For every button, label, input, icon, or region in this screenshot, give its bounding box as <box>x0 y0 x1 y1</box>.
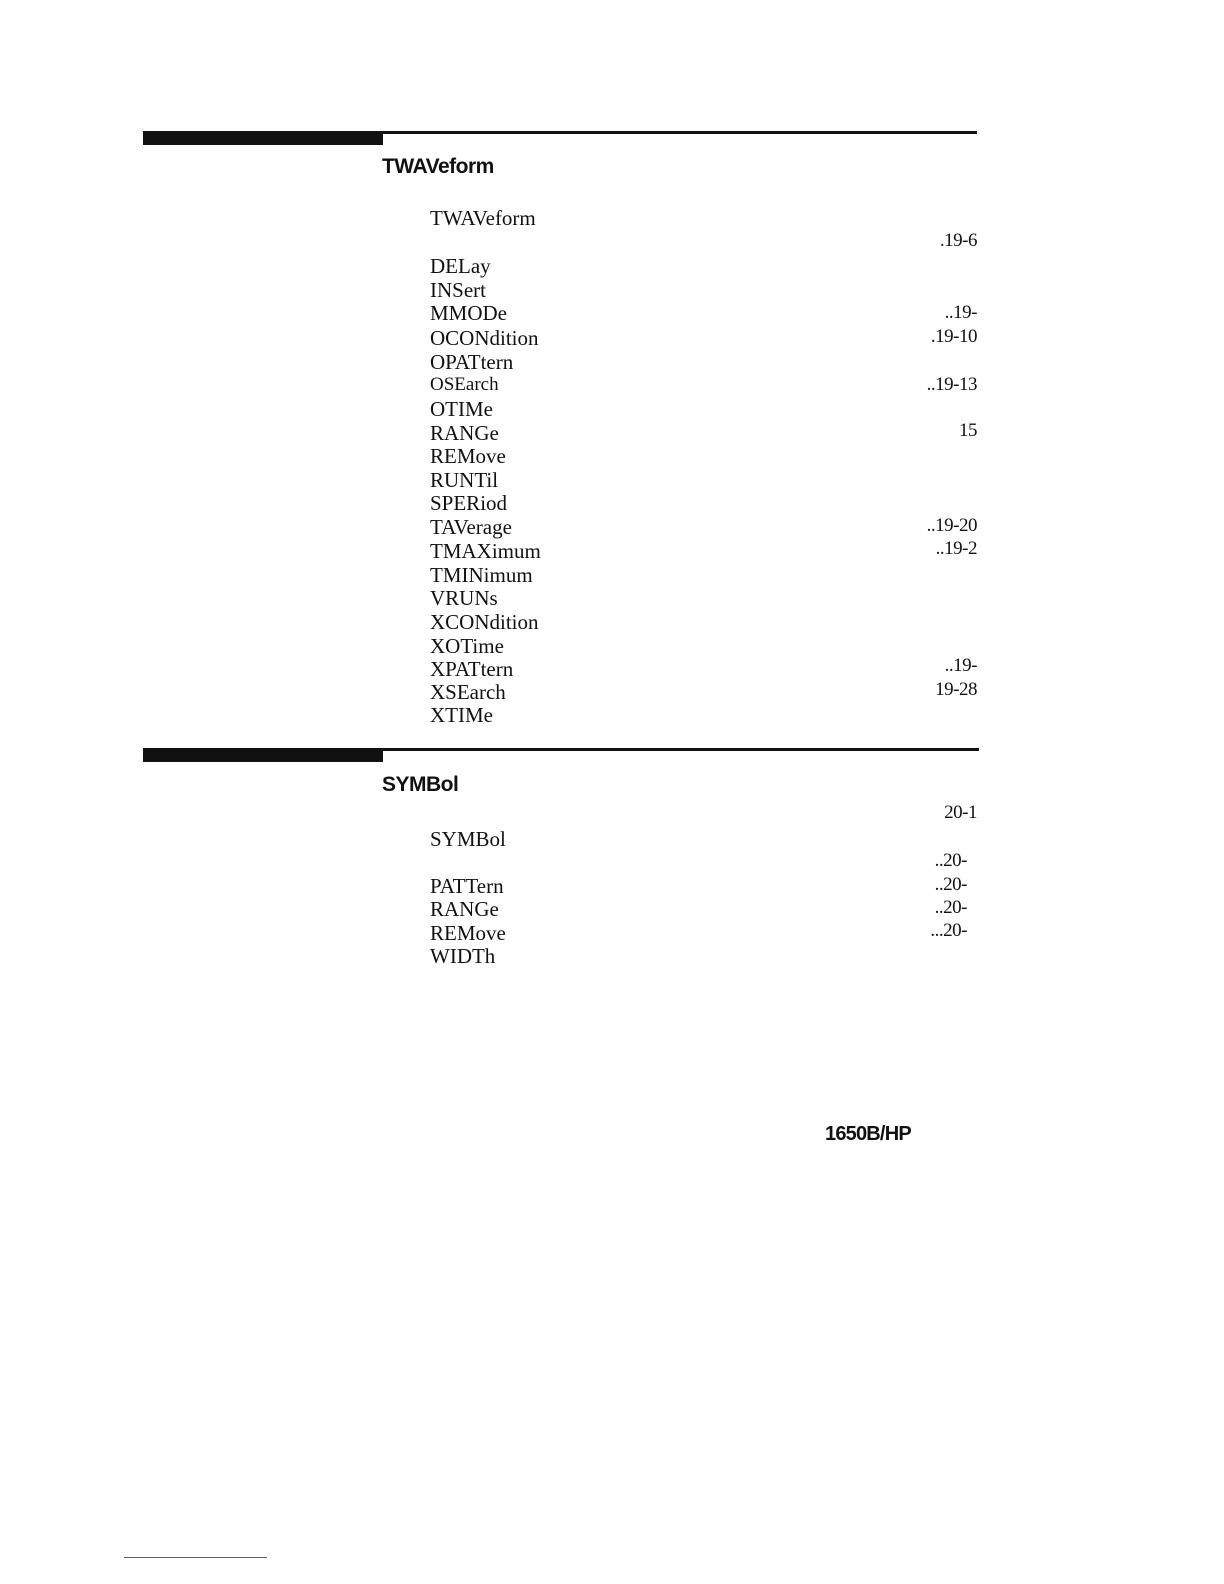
toc-page: ..20- <box>934 850 967 871</box>
toc-entry-runtil: RUNTil <box>430 468 499 492</box>
toc-entry-mmode: MMODe <box>430 301 507 325</box>
toc-entry-range: RANGe <box>430 897 499 921</box>
toc-page: ..19-20 <box>926 515 977 536</box>
toc-entry-xcondition: XCONdition <box>430 610 539 634</box>
toc-entry-insert: INSert <box>430 278 486 302</box>
toc-page: ...20- <box>930 920 967 941</box>
footnote-rule <box>124 1557 267 1558</box>
toc-entry-xpattern: XPATtern <box>430 657 514 681</box>
toc-entry-ocondition: OCONdition <box>430 326 539 350</box>
toc-entry-delay: DELay <box>430 254 491 278</box>
section-title: TWAVeform <box>382 155 494 178</box>
toc-entry-taverage: TAVerage <box>430 515 512 539</box>
toc-entry-vruns: VRUNs <box>430 586 498 610</box>
toc-page: 15 <box>959 420 977 441</box>
toc-entry-tminimum: TMINimum <box>430 563 533 587</box>
toc-page: ..19-2 <box>935 538 977 559</box>
toc-page: .19-10 <box>930 326 977 347</box>
toc-page: ..19- <box>944 655 977 676</box>
section-title: SYMBol <box>382 773 459 796</box>
section-rule-thin <box>143 748 979 751</box>
toc-entry-speriod: SPERiod <box>430 491 508 515</box>
toc-page: ..19- <box>944 302 977 323</box>
toc-entry-symbol: SYMBol <box>430 827 506 851</box>
page-footer: 1650B/HP <box>825 1123 911 1145</box>
toc-entry-range: RANGe <box>430 421 499 445</box>
toc-entry-xtime: XTIMe <box>430 703 493 727</box>
toc-page: ..20- <box>934 874 967 895</box>
toc-entry-osearch: OSEarch <box>430 374 499 395</box>
toc-entry-xsearch: XSEarch <box>430 680 506 704</box>
toc-entry-remove: REMove <box>430 444 506 468</box>
toc-page: ..19-13 <box>926 374 977 395</box>
toc-entry-otime: OTIMe <box>430 397 493 421</box>
toc-page: ..20- <box>934 897 967 918</box>
toc-entry-twaveform: TWAVeform <box>430 206 536 230</box>
toc-entry-xotime: XOTime <box>430 634 504 658</box>
toc-entry-tmaximum: TMAXimum <box>430 539 541 563</box>
section-rule-thin <box>143 131 977 134</box>
toc-entry-pattern: PATTern <box>430 874 504 898</box>
toc-entry-opattern: OPATtern <box>430 350 514 374</box>
toc-entry-width: WIDTh <box>430 944 496 968</box>
toc-page: 20-1 <box>944 802 977 823</box>
toc-page: .19-6 <box>939 230 977 251</box>
toc-page: 19-28 <box>935 679 977 700</box>
toc-entry-remove: REMove <box>430 921 506 945</box>
